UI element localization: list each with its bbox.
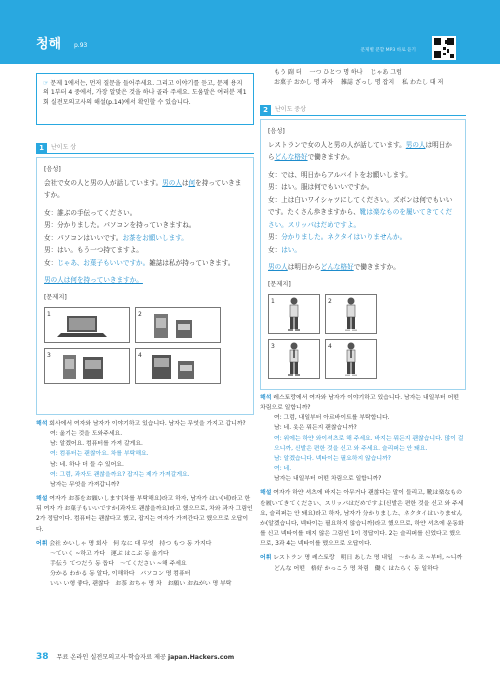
script-line: 女：パソコンはいいです。お茶をお願いします。 <box>44 233 188 242</box>
script-line: 男：分かりました。ネクタイはいりませんか。 <box>268 233 407 242</box>
vocab-line: どんな 어떤 格好 かっこう 명 차림 働く はたらく 동 일하다 <box>274 565 439 572</box>
script-line: 女：では、明日からアルバイトをお願いします。 <box>268 170 412 179</box>
question-sheet-label: [문제지] <box>44 293 67 301</box>
difficulty-label: 난이도 중상 <box>275 106 306 114</box>
option-3-tea-and-magazine[interactable] <box>44 348 130 384</box>
translation-line: 남자는 무엇을 가져갑니까? <box>50 481 120 488</box>
question-1-notes <box>36 419 254 590</box>
audio-label: [음성] <box>44 166 61 173</box>
instructions-box <box>36 73 254 125</box>
explanation-text: 여자가 하얀 셔츠에 바지는 아무거나 괜찮다는 말이 들리고, 靴は楽なものを履いてきてください、スリッパはだめですよ(신발은 편한 것을 신고 와 주세요, 슬리퍼는 안 돼요)라고 하자, 남자가 分かりました、ネクタイはいりませんか(알겠습니다, 넥타이는 필요하지 않습니까)라고 했으므로, 하얀 셔츠에 운동화를 신고 넥타이를 매지 않은 그림인 1이 정답이다. 2는 슬리퍼를 신었다고 했으므로, 3과 4는 넥타이를 맸으므로 오답이다. <box>260 490 464 548</box>
translation-line: 레스토랑에서 여자와 남자가 이야기하고 있습니다. 남자는 내일부터 어떤 차림으로 일합니까? <box>260 395 459 412</box>
option-number: 2 <box>328 297 332 305</box>
difficulty-label: 난이도 상 <box>51 144 77 152</box>
translation-line: 여: 옮기는 것을 도와주세요. <box>50 431 123 438</box>
script-line: 男：分かりました。パソコンを持っていきますね。 <box>44 221 196 230</box>
translation-label: 해석 <box>36 421 48 427</box>
footer-text: 무료 온라인 실전모의고사·학습자료 제공 <box>56 654 166 661</box>
option-1-laptop[interactable] <box>44 307 130 343</box>
translation-line: 회사에서 여자와 남자가 이야기하고 있습니다. 남자는 무엇을 가지고 갑니까? <box>49 421 246 427</box>
script-line: 男：はい。もう一つ持てますよ。 <box>44 246 143 255</box>
qr-code-icon[interactable] <box>432 36 456 60</box>
translation-label: 해석 <box>260 395 272 401</box>
option-number: 2 <box>138 310 142 318</box>
explanation-label: 해설 <box>260 490 272 497</box>
vocab-line: 分かる わかる 동 알다, 이해하다 パソコン 명 컴퓨터 <box>50 571 191 578</box>
person-icon <box>326 340 376 378</box>
person-icon <box>269 340 319 378</box>
vocab-label: 어휘 <box>260 555 272 562</box>
script-question: 男の人は何を持っていきますか。 <box>44 276 143 285</box>
option-number: 1 <box>271 297 275 305</box>
vocab-line: もう 副 더 一つ ひとつ 명 하나 じゃあ 그럼 <box>274 69 402 76</box>
vocab-label: 어휘 <box>36 540 48 547</box>
vocab-line: 会社 かいしゃ 명 회사 何 なに 대 무엇 持つ もつ 동 가지다 <box>49 540 212 547</box>
option-number: 4 <box>138 351 142 359</box>
answer-options-grid <box>268 294 372 379</box>
person-icon <box>269 295 319 333</box>
page-title: 청해 <box>36 37 62 52</box>
audio-label: [음성] <box>268 128 285 135</box>
page-number: 38 <box>36 652 49 662</box>
option-1-white-shirt-sneakers[interactable] <box>268 294 320 334</box>
vocab-continued <box>274 68 464 88</box>
qr-label: 문제별 분할 MP3 바로 듣기 <box>360 48 416 53</box>
option-number: 3 <box>271 342 275 350</box>
option-2-tea-and-snacks[interactable] <box>135 307 221 343</box>
script-line: 女：はい。 <box>268 245 301 254</box>
script-question: 男の人は明日からどんな格好で働きますか。 <box>268 263 400 272</box>
translation-line: 여: 컴퓨터는 괜찮아요. 차를 부탁해요. <box>50 451 149 458</box>
footer-site-link[interactable]: japan.Hackers.com <box>167 654 235 661</box>
question-2-script-box <box>260 119 466 390</box>
vocab-line: ～ていく ~하고 가다 運ぶ はこぶ 동 옮기다 <box>50 550 169 557</box>
option-2-white-shirt-slippers[interactable] <box>325 294 377 334</box>
answer-options-grid <box>44 307 220 384</box>
vocab-line: レストラン 명 레스토랑 明日 あした 명 내일 ～から 조 ~부터, ~니까 <box>273 555 463 562</box>
translation-line: 여: 네. <box>274 466 292 473</box>
option-number: 4 <box>328 342 332 350</box>
vocab-line: 手伝う てつだう 동 돕다 ～てください ~해 주세요 <box>50 561 187 568</box>
page-header <box>0 0 500 64</box>
question-2-notes <box>260 393 466 574</box>
option-4-shirt-with-tie-slippers[interactable] <box>325 339 377 379</box>
script-line: 女：誰ぶの手伝ってください。 <box>44 208 137 217</box>
translation-line: 여: 그럼, 내일부터 아르바이트를 부탁합니다. <box>274 415 390 422</box>
question-number: 2 <box>260 105 271 116</box>
script-line: 男：はい。服は何でもいいですか。 <box>268 183 374 192</box>
tea-and-magazine-icon <box>45 349 129 383</box>
translation-line: 여: 그럼, 과자도 괜찮을까요? 잡지는 제가 가져갈게요. <box>50 471 190 478</box>
script-line: 女：上は白いワイシャツにしてください。ズボンは何でもいいです。たくさん歩きますから、靴は楽なものを履いてきてください。スリッパはだめですよ。 <box>268 195 453 229</box>
script-line: レストランで女の人と男の人が話しています。男の人は明日からどんな格好で働きますか。 <box>268 140 452 162</box>
translation-line: 남: 알겠습니다. 넥타이는 필요하지 않습니까? <box>274 455 391 462</box>
vocab-line: お菓子 おかし 명 과자 雑誌 ざっし 명 잡지 私 わたし 대 저 <box>274 79 444 87</box>
question-sheet-label: [문제지] <box>268 280 291 288</box>
tea-and-snacks-icon <box>136 308 220 342</box>
script-line: 女：じゃあ、お菓子もいいですか。雑誌は私が持っていきます。 <box>44 258 235 267</box>
divider <box>36 153 254 154</box>
translation-line: 남: 네. 하나 더 들 수 있어요. <box>50 461 124 468</box>
explanation-label: 해설 <box>36 496 48 503</box>
translation-line: 남자는 내일부터 어떤 차림으로 일합니까? <box>274 476 382 483</box>
explanation-text: 여자가 お茶をお願いします(차를 부탁해요)라고 하자, 남자가 はい(네)라고 한 뒤 여자 가 お菓子もいいですか(과자도 괜찮을까요)라고 했으므로, 차와 과자 그림인 2가 정답이다. 컴퓨터는 괜찮다고 했고, 잡지는 여자가 가져간다고 했으므로 오답이다. <box>36 496 253 533</box>
translation-line: 남: 알겠어요. 컴퓨터를 가져 갈게요. <box>50 441 143 448</box>
vocab-line: いい い형 좋다, 괜찮다 お茶 おちゃ 명 차 お願い おねがい 명 부탁 <box>50 581 232 588</box>
option-number: 1 <box>47 310 51 318</box>
pointer-icon: ☞ <box>43 80 49 87</box>
translation-line: 남: 네. 옷은 뭐든지 괜찮습니까? <box>274 425 357 432</box>
page-reference: p.93 <box>74 42 88 49</box>
question-1-script-box <box>36 157 254 415</box>
instructions-text: 문제 1에서는, 먼저 질문을 들어주세요. 그리고 이야기를 듣고, 문제 용지의 1부터 4 중에서, 가장 알맞은 것을 하나 골라 주세요. 도움말은 여러분 제1회 실전모의고사의 해설(p.14)에서 확인할 수 있습니다. <box>43 80 247 106</box>
person-icon <box>326 295 376 333</box>
divider <box>260 115 466 116</box>
snacks-and-magazine-icon <box>136 349 220 383</box>
option-number: 3 <box>47 351 51 359</box>
translation-line: 여: 위에는 하얀 와이셔츠로 해 주세요. 바지는 뭐든지 괜찮습니다. 많이 걸으니까, 신발은 편한 것을 신고 와 주세요. 슬리퍼는 안 돼요. <box>274 435 464 452</box>
question-number: 1 <box>36 143 47 154</box>
script-line: 会社で女の人と男の人が話しています。男の人は何を持っていきますか。 <box>44 178 242 200</box>
option-3-shirt-with-tie[interactable] <box>268 339 320 379</box>
option-4-snacks-and-magazine[interactable] <box>135 348 221 384</box>
page-footer <box>36 651 234 664</box>
laptop-icon <box>45 308 129 342</box>
